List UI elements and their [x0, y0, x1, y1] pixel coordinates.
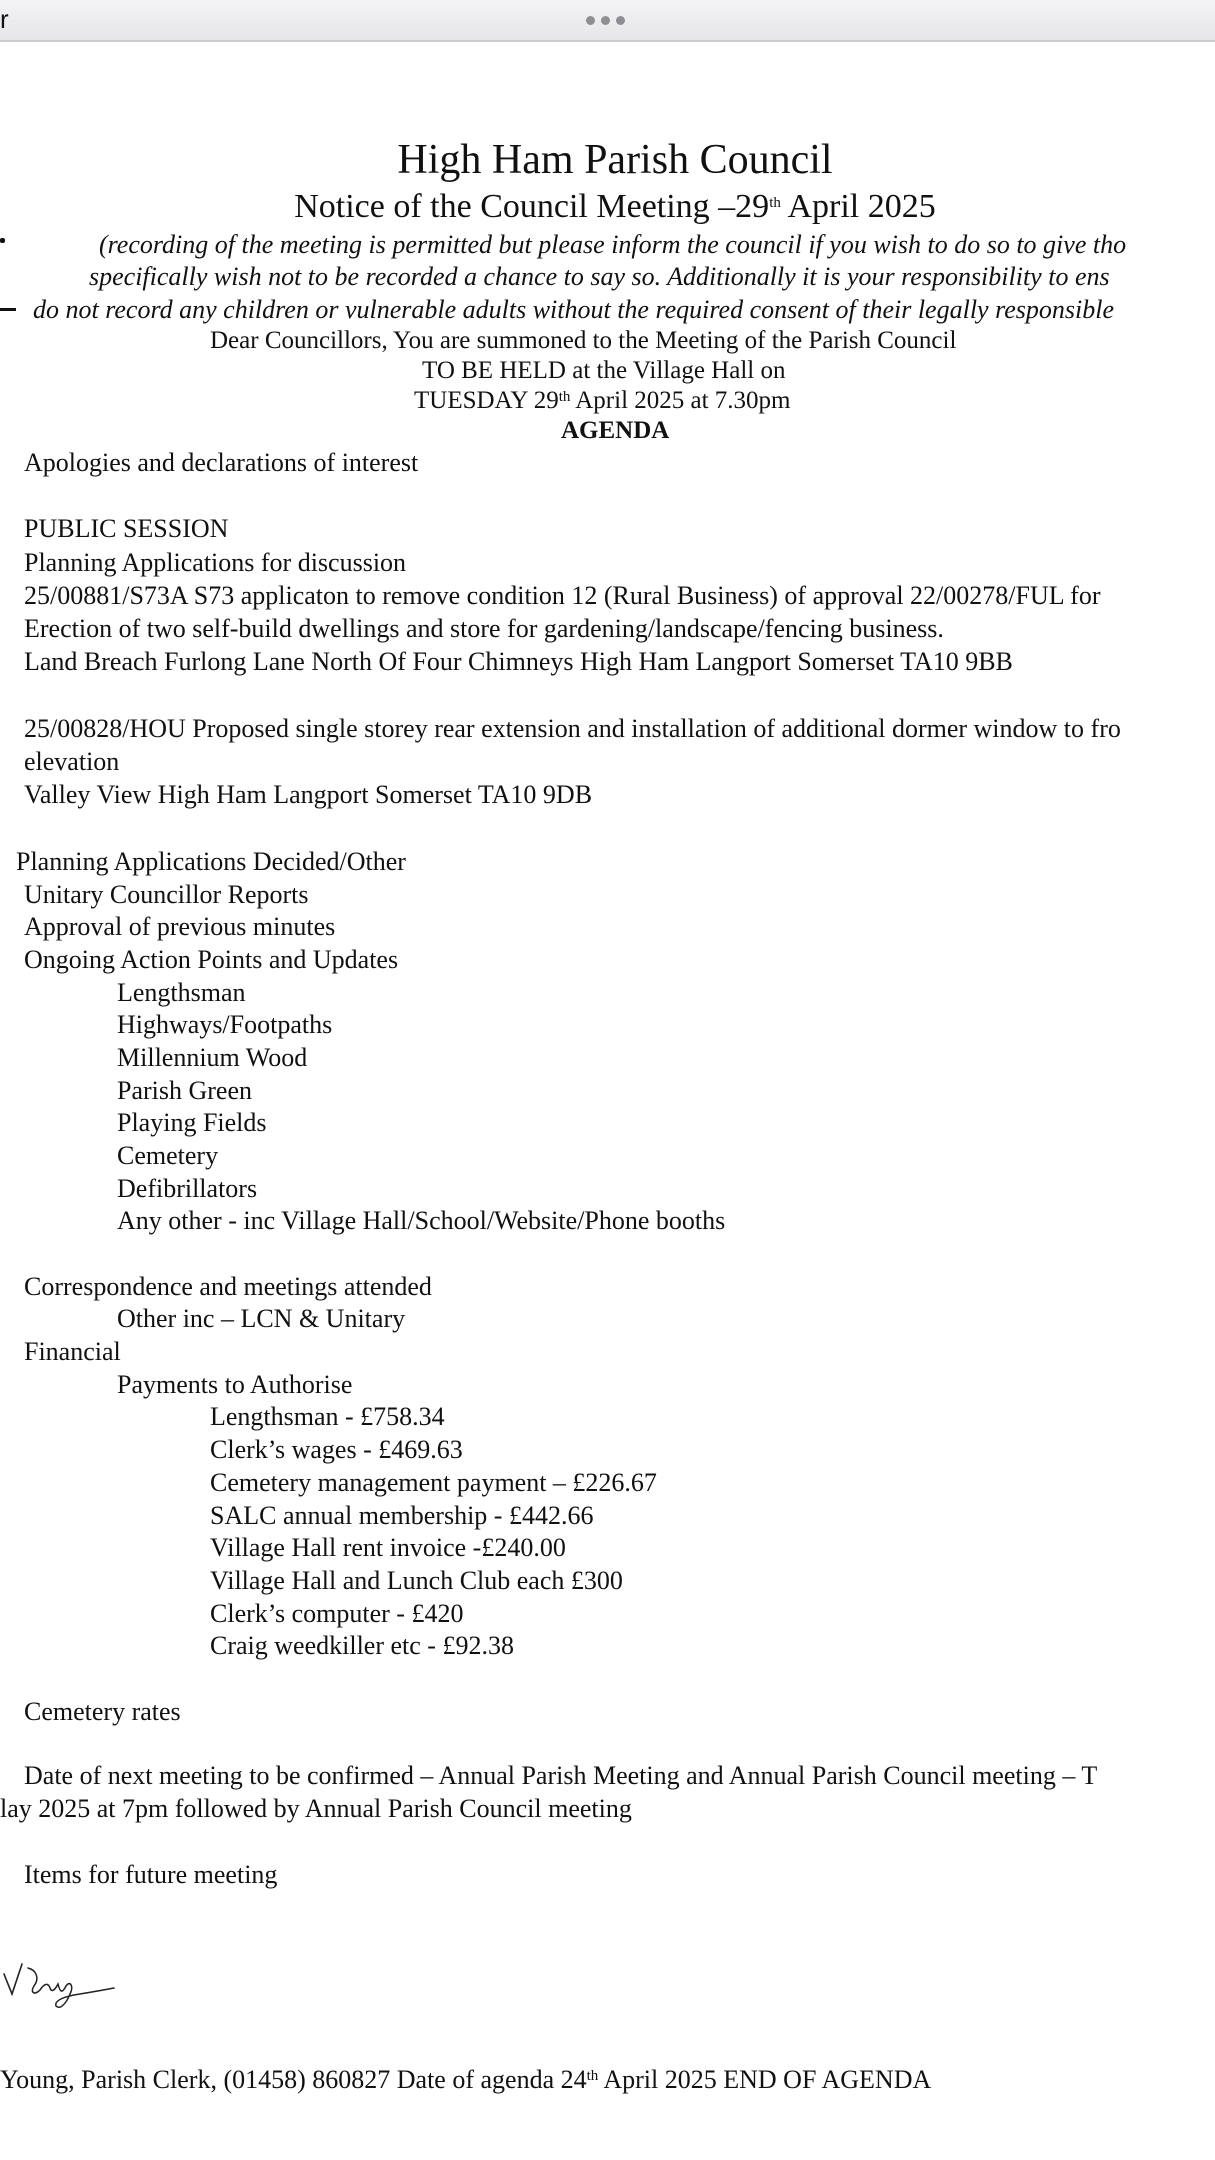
ongoing-item: Highways/Footpaths [117, 1010, 333, 1039]
agenda-cemetery-rates: Cemetery rates [24, 1697, 181, 1726]
footer-superscript: th [586, 2068, 599, 2084]
planning-application-1-line-1: 25/00881/S73A S73 applicaton to remove condition 12 (Rural Business) of approval 22/00278/FUL for [24, 581, 1101, 610]
clerk-signature [0, 1960, 120, 2030]
toolbar-edge-text: r [0, 4, 9, 34]
payment-item: Craig weedkiller etc - £92.38 [210, 1631, 514, 1660]
payment-item: Clerk’s wages - £469.63 [210, 1435, 463, 1464]
ongoing-item: Any other - inc Village Hall/School/Website/Phone booths [117, 1206, 726, 1235]
ellipsis-icon[interactable] [586, 16, 630, 25]
summons-line: Dear Councillors, You are summoned to the Meeting of the Parish Council [210, 327, 957, 354]
council-title: High Ham Parish Council [397, 137, 833, 183]
payment-item: Village Hall rent invoice -£240.00 [210, 1533, 566, 1562]
meeting-date-prefix: TUESDAY 29 [414, 387, 559, 414]
payment-item: Cemetery management payment – £226.67 [210, 1468, 657, 1497]
ellipsis-dot [586, 16, 595, 25]
recording-notice-line-1: (recording of the meeting is permitted but please inform the council if you wish to do so to give tho [99, 230, 1127, 259]
payment-item: Lengthsman - £758.34 [210, 1402, 445, 1431]
meeting-date-suffix: April 2025 at 7.30pm [570, 387, 791, 414]
agenda-planning-discussion: Planning Applications for discussion [24, 548, 407, 577]
meeting-notice [0, 187, 1215, 227]
ellipsis-dot [601, 16, 610, 25]
next-meeting-line-2: lay 2025 at 7pm followed by Annual Parish Council meeting [0, 1794, 632, 1823]
margin-mark [0, 238, 5, 243]
planning-application-2-line-1: 25/00828/HOU Proposed single storey rear extension and installation of additional dormer window to fro [24, 714, 1121, 743]
notice-prefix: Notice of the Council Meeting –29 [294, 188, 770, 225]
notice-superscript: th [769, 195, 781, 211]
agenda-public-session: PUBLIC SESSION [24, 514, 229, 543]
planning-application-2-line-3: Valley View High Ham Langport Somerset TA10 9DB [24, 780, 593, 809]
recording-notice-line-2: specifically wish not to be recorded a chance to say so. Additionally it is your responsibility to ens [89, 262, 1110, 291]
agenda-apologies: Apologies and declarations of interest [24, 448, 419, 477]
payment-item: SALC annual membership - £442.66 [210, 1501, 594, 1530]
ellipsis-dot [616, 16, 625, 25]
meeting-date-superscript: th [558, 389, 571, 405]
planning-application-1-line-2: Erection of two self-build dwellings and store for gardening/landscape/fencing business. [24, 614, 944, 643]
ongoing-item: Lengthsman [117, 978, 246, 1007]
agenda-future-items: Items for future meeting [24, 1860, 278, 1889]
recording-notice-line-3: do not record any children or vulnerable adults without the required consent of their legally responsible [33, 295, 1115, 324]
planning-application-2-line-2: elevation [24, 747, 120, 776]
footer-clerk-text: Young, Parish Clerk, (01458) 860827 Date of agenda 24 [0, 2065, 587, 2094]
payment-item: Village Hall and Lunch Club each £300 [210, 1566, 623, 1595]
agenda-correspondence: Correspondence and meetings attended [24, 1272, 432, 1301]
venue-line: TO BE HELD at the Village Hall on [422, 357, 786, 384]
footer-end-text: April 2025 END OF AGENDA [598, 2065, 932, 2094]
agenda-financial: Financial [24, 1337, 121, 1366]
margin-mark [0, 308, 16, 311]
footer-line [0, 2065, 931, 2095]
planning-application-1-line-3: Land Breach Furlong Lane North Of Four Chimneys High Ham Langport Somerset TA10 9BB [24, 647, 1013, 676]
payments-heading: Payments to Authorise [117, 1370, 353, 1399]
notice-suffix: April 2025 [780, 188, 936, 225]
payment-item: Clerk’s computer - £420 [210, 1599, 464, 1628]
correspondence-other: Other inc – LCN & Unitary [117, 1304, 406, 1333]
viewer-toolbar [0, 0, 1215, 42]
agenda-ongoing-actions: Ongoing Action Points and Updates [24, 945, 399, 974]
ongoing-item: Cemetery [117, 1141, 219, 1170]
document-page [0, 40, 1215, 2160]
ongoing-item: Parish Green [117, 1076, 253, 1105]
meeting-date-line [414, 386, 791, 416]
agenda-approval-minutes: Approval of previous minutes [24, 912, 336, 941]
ongoing-item: Defibrillators [117, 1174, 258, 1203]
agenda-unitary-reports: Unitary Councillor Reports [24, 880, 309, 909]
agenda-heading: AGENDA [561, 417, 670, 444]
next-meeting-line-1: Date of next meeting to be confirmed – Annual Parish Meeting and Annual Parish Council meeting – T [24, 1761, 1098, 1790]
agenda-planning-decided: Planning Applications Decided/Other [16, 847, 406, 876]
ongoing-item: Millennium Wood [117, 1043, 308, 1072]
ongoing-item: Playing Fields [117, 1108, 267, 1137]
